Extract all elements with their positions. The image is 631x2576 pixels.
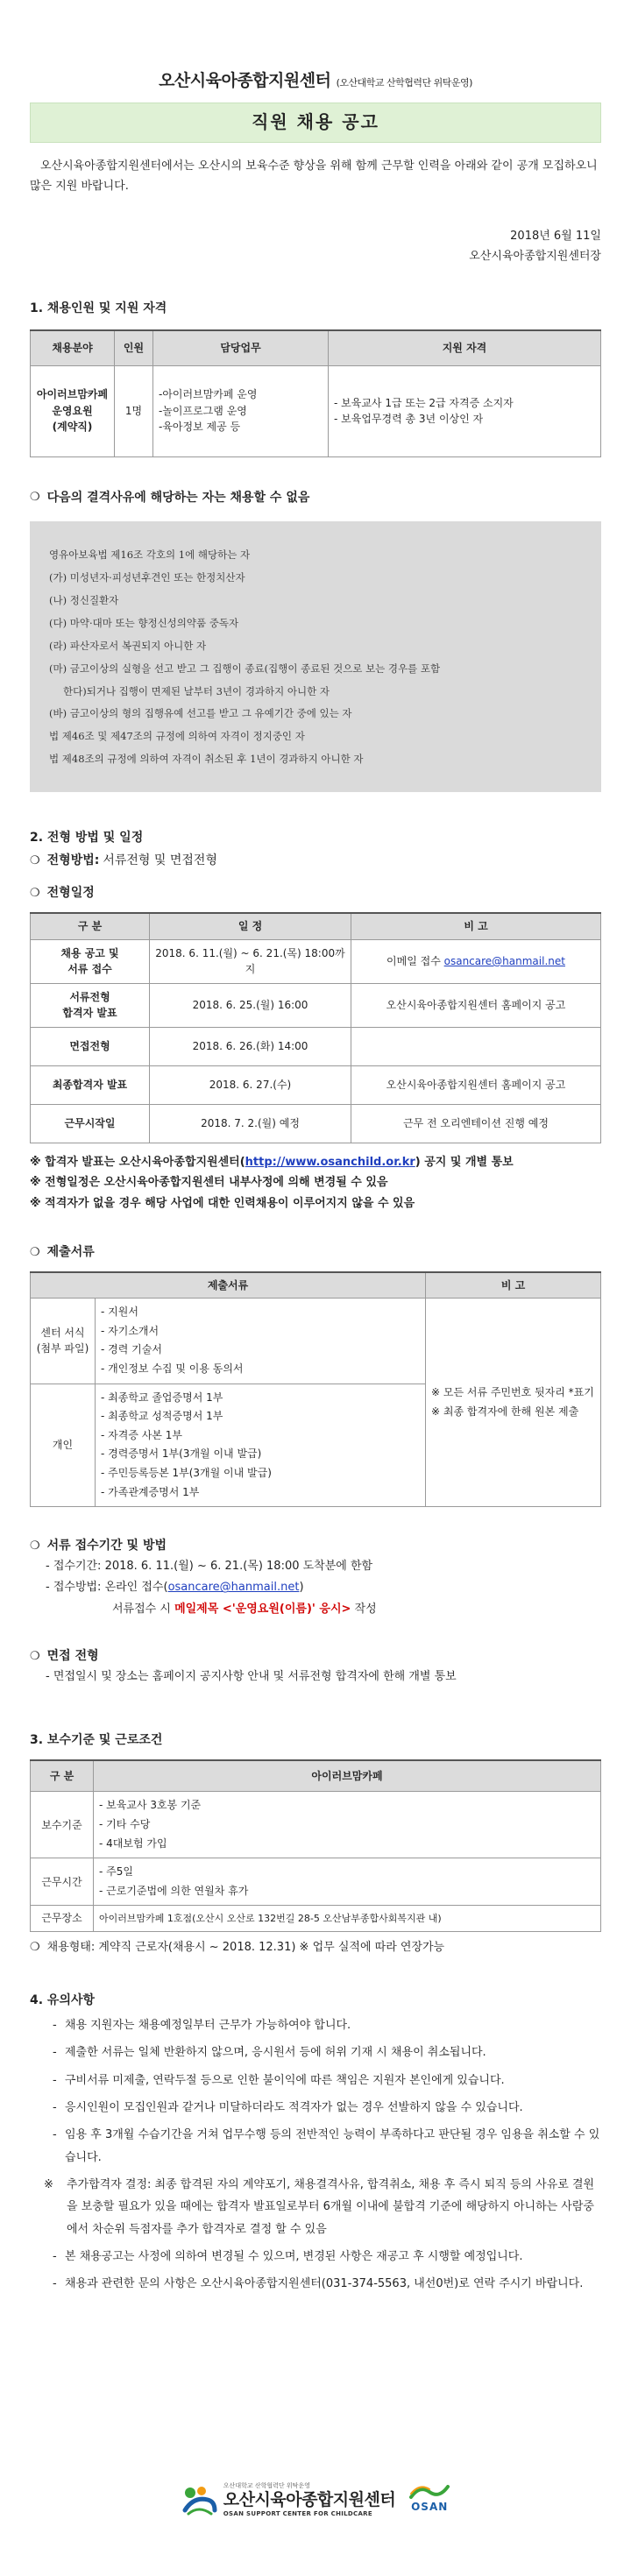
count-cell: 1명 <box>115 365 153 456</box>
table-row: 최종합격자 발표 2018. 6. 27.(수) 오산시육아종합지원센터 홈페이지 공고 <box>31 1065 601 1104</box>
submission-heading: ❍ 서류 접수기간 및 방법 <box>30 1537 601 1556</box>
page-title: 직원 채용 공고 <box>30 103 601 143</box>
docs-heading: ❍ 제출서류 <box>30 1243 601 1263</box>
list-item: - 채용과 관련한 문의 사항은 오산시육아종합지원센터(031-374-5563, 내선0번)로 연락 주시기 바랍니다. <box>53 2277 584 2291</box>
docs-table: 제출서류 비 고 센터 서식 (첨부 파일) - 지원서 - 자기소개서 - 경력 기술서 - 개인정보 수집 및 이용 동의서 ※ 모든 서류 주민번호 뒷자리 *표기 ※ 최종 합격자에 한해 원본 제출 개인 - 최종학교 졸업증명서 1부 - 최종학교 성적증명서 1부 - 자격증 사본 1부 - 경력증명서 1부(3개월 이내 발급) - 주민등록등본 1부(3개월 이내 발급) - 가족관계증명서 1부 <box>30 1271 601 1508</box>
footer-org-name: 오산시육아종합지원센터 <box>223 2489 396 2509</box>
ring-bullet-icon: ❍ <box>30 1245 40 1259</box>
table-row: 센터 서식 (첨부 파일) - 지원서 - 자기소개서 - 경력 기술서 - 개인정보 수집 및 이용 동의서 ※ 모든 서류 주민번호 뒷자리 *표기 ※ 최종 합격자에 한해 원본 제출 <box>31 1299 601 1384</box>
table-row: 채용 공고 및 서류 접수 2018. 6. 11.(월) ~ 6. 21.(목) 18:00까지 이메일 접수 osancare@hanmail.net <box>31 939 601 983</box>
schedule-notes: ※ 합격자 발표는 오산시육아종합지원센터(http://www.osanchild.or.kr) 공지 및 개별 통보 ※ 전형일정은 오산시육아종합지원센터 내부사정에 의해 변경될 수 있음 ※ 적격자가 없을 경우 해당 사업에 대한 인력채용이 이루어지지 않을 수 있음 <box>30 1155 514 1210</box>
list-item: - 임용 후 3개월 수습기간을 거쳐 업무수행 등의 전반적인 능력이 부족하다고 판단될 경우 임용을 취소할 수 있습니다. <box>53 2128 600 2164</box>
submission-email-link[interactable]: osancare@hanmail.net <box>167 1581 300 1595</box>
list-item: - 제출한 서류는 일체 반환하지 않으며, 응시원서 등에 허위 기재 시 채용이 취소됩니다. <box>53 2046 486 2060</box>
col-duty: 담당업무 <box>153 330 329 365</box>
employment-type-note: ❍ 채용형태: 계약직 근로자(채용시 ~ 2018. 12.31) ※ 업무 실적에 따라 연장가능 <box>30 1939 601 1957</box>
col-count: 인원 <box>115 330 153 365</box>
org-name: 오산시육아종합지원센터 <box>159 71 331 90</box>
org-subtitle: (오산대학교 산학협력단 위탁운영) <box>336 77 472 88</box>
list-item: - 채용 지원자는 채용예정일부터 근무가 가능하여야 합니다. <box>53 2018 351 2032</box>
mail-subject-rule: 메일제목 <'운영요원(이름)' 응시> <box>174 1603 351 1617</box>
table-row: 개인 - 최종학교 졸업증명서 1부 - 최종학교 성적증명서 1부 - 자격증 사본 1부 - 경력증명서 1부(3개월 이내 발급) - 주민등록등본 1부(3개월 이내 발급) - 가족관계증명서 1부 <box>31 1384 601 1507</box>
list-item: - 구비서류 미제출, 연락두절 등으로 인한 불이익에 따른 책임은 지원자 본인에게 있습니다. <box>53 2073 505 2087</box>
recruit-table <box>30 329 601 457</box>
table-row: 면접전형 2018. 6. 26.(화) 14:00 <box>31 1027 601 1065</box>
table-row: 근무시간 - 주5일 - 근로기준법에 의한 연월차 휴가 <box>31 1858 601 1906</box>
section3-heading: 3. 보수기준 및 근로조건 <box>30 1733 163 1748</box>
center-logo-icon <box>181 2484 218 2516</box>
section4-heading: 4. 유의사항 <box>30 1993 96 2008</box>
footer-english-name: OSAN SUPPORT CENTER FOR CHILDCARE <box>223 2509 372 2517</box>
email-link[interactable]: osancare@hanmail.net <box>443 954 565 967</box>
interview-text: - 면접일시 및 장소는 홈페이지 공지사항 안내 및 서류전형 합격자에 한해 개별 통보 <box>46 1669 457 1683</box>
table-row: 서류전형 합격자 발표 2018. 6. 25.(월) 16:00 오산시육아종합지원센터 홈페이지 공고 <box>31 983 601 1027</box>
schedule-heading: ❍ 전형일정 <box>30 884 601 903</box>
disqual-box: 영유아보육법 제16조 각호의 1에 해당하는 자 (가) 미성년자·피성년후견인 또는 한정치산자 (나) 정신질환자 (다) 마약·대마 또는 향정신성의약품 중독자 (라) 파산자로서 복권되지 아니한 자 (마) 금고이상의 실형을 선고 받고 그 집행이 종료(집행이 종료된 것으로 보는 경우를 포함 한다)되거나 집행이 면제된 날부터 3년이 경과하지 아니한 자 (바) 금고이상의 형의 집행유예 선고를 받고 그 유예기간 중에 있는 자 법 제46조 및 제47조의 규정에 의하여 자격이 정지중인 자 법 제48조의 규정에 의하여 자격이 취소된 후 1년이 경과하지 아니한 자 <box>30 521 601 792</box>
ring-bullet-icon: ❍ <box>30 1539 40 1553</box>
table-row: 근무시작일 2018. 7. 2.(월) 예정 근무 전 오리엔테이션 진행 예정 <box>31 1104 601 1143</box>
date-block <box>30 227 601 267</box>
ring-bullet-icon: ❍ <box>30 887 40 901</box>
footer-subtitle: 오산대학교 산학협력단 위탁운영 <box>223 2482 310 2489</box>
table-row: 근무장소 아이러브맘카페 1호점(오산시 오산로 132번길 28-5 오산남부종합사회복지관 내) <box>31 1906 601 1932</box>
homepage-link[interactable]: http://www.osanchild.or.kr <box>245 1155 415 1169</box>
col-field: 채용분야 <box>31 330 115 365</box>
osan-city-logo-icon <box>409 2485 450 2499</box>
interview-heading: ❍ 면접 전형 <box>30 1647 601 1667</box>
duty-cell: -아이러브맘카페 운영 -놀이프로그램 운영 -육아정보 제공 등 <box>153 365 329 456</box>
ring-bullet-icon: ❍ <box>30 491 40 505</box>
list-item: - 응시인원이 모집인원과 같거나 미달하더라도 적격자가 없는 경우 선발하지 않을 수 있습니다. <box>53 2100 523 2114</box>
org-title <box>30 68 601 94</box>
ring-bullet-icon: ❍ <box>30 1649 40 1663</box>
schedule-table: 구 분 일 정 비 고 채용 공고 및 서류 접수 2018. 6. 11.(월) ~ 6. 21.(목) 18:00까지 이메일 접수 osancare@hanmail.net 서류전형 합격자 발표 2018. 6. 25.(월) 16:00 오산시육아종합지원센터 홈페이지 공고 면접전형 2018. 6. 26.(화) 14:00 최종합격자 발표 2018. 6. 27.(수) 오산시육아종합지원센터 홈페이지 공고 근무시작일 2018. 7. 2.(월) 예정 근무 전 오리엔테이션 진행 예정 <box>30 912 601 1143</box>
intro-text: 오산시육아종합지원센터에서는 오산시의 보육수준 향상을 위해 함께 근무할 인력을 아래와 같이 공개 모집하오니 많은 지원 바랍니다. <box>30 159 598 194</box>
conditions-table: 구 분 아이러브맘카페 보수기준 - 보육교사 3호봉 기준 - 기타 수당 - 4대보험 가입 근무시간 - 주5일 - 근로기준법에 의한 연월차 휴가 근무장소 아이러브맘카페 1호점(오산시 오산로 132번길 28-5 오산남부종합사회복지관 내) <box>30 1759 601 1932</box>
footer-logo <box>0 2481 631 2519</box>
qualification-cell: - 보육교사 1급 또는 2급 자격증 소지자 - 보육업무경력 총 3년 이상인 자 <box>329 365 601 456</box>
list-item: - 본 채용공고는 사정에 의하여 변경될 수 있으며, 변경된 사항은 재공고 후 시행할 예정입니다. <box>53 2249 523 2263</box>
ring-bullet-icon: ❍ <box>30 1940 40 1954</box>
section2-heading: 2. 전형 방법 및 일정 <box>30 831 144 846</box>
method-line: ❍ 전형방법: 서류전형 및 면접전형 <box>30 852 601 871</box>
signer: 오산시육아종합지원센터장 <box>469 249 601 263</box>
caution-list <box>30 2014 601 2296</box>
table-row: 보수기준 - 보육교사 3호봉 기준 - 기타 수당 - 4대보험 가입 <box>31 1792 601 1858</box>
col-qualification: 지원 자격 <box>329 330 601 365</box>
table-row <box>31 365 601 456</box>
posting-date: 2018년 6월 11일 <box>510 229 601 243</box>
ring-bullet-icon: ❍ <box>30 853 40 867</box>
list-item: ※ 추가합격자 결정: 최종 합격된 자의 계약포기, 채용결격사유, 합격취소, 채용 후 즉시 퇴직 등의 사유로 결원을 보충할 필요가 있을 때에는 합격자 발표일로부터 6개월 이내에 불합격 기준에 해당하지 아니하는 사람중에서 차순위 득점자를 추가 합격자로 결정 할 수 있음 <box>44 2177 595 2236</box>
field-cell: 아이러브맘카페 운영요원 (계약직) <box>31 365 115 456</box>
osan-city-text: OSAN <box>411 2500 449 2513</box>
section1-heading: 1. 채용인원 및 지원 자격 <box>30 301 167 316</box>
submission-details: - 접수기간: 2018. 6. 11.(월) ~ 6. 21.(목) 18:00 도착분에 한함 - 접수방법: 온라인 접수(osancare@hanmail.net) 서류접수 시 메일제목 <'운영요원(이름)' 응시> 작성 <box>46 1559 377 1617</box>
disqual-heading: ❍ 다음의 결격사유에 해당하는 자는 채용할 수 없음 <box>30 489 601 508</box>
